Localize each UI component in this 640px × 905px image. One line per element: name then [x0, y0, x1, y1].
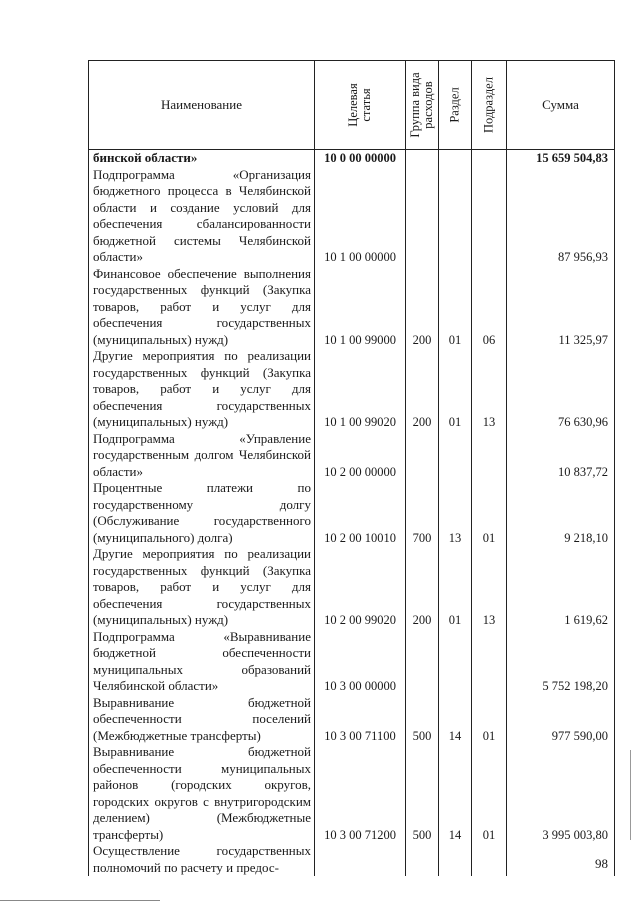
- row-group: 200: [406, 348, 439, 431]
- row-target: [315, 843, 406, 876]
- table-row: [89, 266, 615, 349]
- row-group: [406, 843, 439, 876]
- header-sum: Сумма: [507, 61, 615, 150]
- row-target: 10 2 00 00000: [315, 431, 406, 481]
- page-number: 98: [595, 856, 608, 871]
- row-name: Подпрограмма «Управление государственным долгом Челябинской области»: [89, 431, 315, 481]
- row-section: [439, 629, 472, 695]
- row-section: [439, 843, 472, 876]
- row-target: 10 3 00 71200: [315, 744, 406, 843]
- row-subsection: 13: [472, 348, 507, 431]
- row-subsection: [472, 629, 507, 695]
- row-name: Подпрограмма «Организация бюджетного процесса в Челябинской области и создание условий для обеспечения сбалансированности бюджетной системы Челябинской области»: [89, 167, 315, 266]
- row-subsection: 13: [472, 546, 507, 629]
- row-section: 01: [439, 266, 472, 349]
- row-group: [406, 150, 439, 167]
- row-sum: 15 659 504,83: [507, 150, 615, 167]
- row-name: Процентные платежи по государственному долгу (Обслуживание государственного (муниципального) долга): [89, 480, 315, 546]
- row-section: [439, 167, 472, 266]
- row-sum: 977 590,00: [507, 695, 615, 745]
- row-name: Осуществление государственных полномочий по расчету и предос-: [89, 843, 315, 876]
- row-subsection: 06: [472, 266, 507, 349]
- row-target: 10 1 00 99020: [315, 348, 406, 431]
- row-target: 10 2 00 10010: [315, 480, 406, 546]
- table-row: [89, 695, 615, 745]
- row-target: 10 3 00 00000: [315, 629, 406, 695]
- row-target: 10 2 00 99020: [315, 546, 406, 629]
- header-expense-group: Группа вида расходов: [406, 61, 439, 150]
- table-row: [89, 431, 615, 481]
- row-section: 01: [439, 546, 472, 629]
- row-section: 01: [439, 348, 472, 431]
- row-sum: 87 956,93: [507, 167, 615, 266]
- header-subsection: Подраздел: [472, 61, 507, 150]
- row-group: [406, 629, 439, 695]
- row-sum: 10 837,72: [507, 431, 615, 481]
- header-target: Целевая статья: [315, 61, 406, 150]
- table-row: [89, 843, 615, 876]
- table-row: [89, 546, 615, 629]
- table-row: [89, 150, 615, 167]
- table-row: [89, 744, 615, 843]
- row-subsection: [472, 431, 507, 481]
- row-sum: 3 995 003,80: [507, 744, 615, 843]
- table-row: [89, 480, 615, 546]
- row-sum: 9 218,10: [507, 480, 615, 546]
- row-group: [406, 167, 439, 266]
- row-subsection: [472, 843, 507, 876]
- row-target: 10 1 00 00000: [315, 167, 406, 266]
- row-subsection: 01: [472, 695, 507, 745]
- scan-edge-mark: [630, 750, 631, 840]
- row-target: 10 0 00 00000: [315, 150, 406, 167]
- table-row: [89, 167, 615, 266]
- row-group: 500: [406, 695, 439, 745]
- row-subsection: [472, 150, 507, 167]
- row-name: Подпрограмма «Выравнивание бюджетной обеспеченности муниципальных образований Челябинской области»: [89, 629, 315, 695]
- row-target: 10 1 00 99000: [315, 266, 406, 349]
- row-section: [439, 431, 472, 481]
- row-name: Другие мероприятия по реализации государственных функций (Закупка товаров, работ и услуг для обеспечения государственных (муниципальных) нужд): [89, 348, 315, 431]
- budget-table-container: [88, 60, 614, 876]
- row-name: Финансовое обеспечение выполнения государственных функций (Закупка товаров, работ и услуг для обеспечения государственных (муниципальных) нужд): [89, 266, 315, 349]
- row-group: 200: [406, 546, 439, 629]
- row-section: 14: [439, 695, 472, 745]
- row-sum: 1 619,62: [507, 546, 615, 629]
- row-name: Выравнивание бюджетной обеспеченности муниципальных районов (городских округов, городских округов с внутригородским делением) (Межбюджетные трансферты): [89, 744, 315, 843]
- row-name: бинской области»: [89, 150, 315, 167]
- row-subsection: 01: [472, 480, 507, 546]
- row-group: 500: [406, 744, 439, 843]
- row-section: 13: [439, 480, 472, 546]
- row-group: 700: [406, 480, 439, 546]
- row-sum: 5 752 198,20: [507, 629, 615, 695]
- budget-table: [88, 60, 615, 876]
- row-group: [406, 431, 439, 481]
- row-name: Выравнивание бюджетной обеспеченности поселений (Межбюджетные трансферты): [89, 695, 315, 745]
- row-target: 10 3 00 71100: [315, 695, 406, 745]
- row-subsection: 01: [472, 744, 507, 843]
- footer-divider: [0, 900, 160, 901]
- row-section: 14: [439, 744, 472, 843]
- row-section: [439, 150, 472, 167]
- header-name: Наименование: [89, 61, 315, 150]
- row-sum: 11 325,97: [507, 266, 615, 349]
- row-group: 200: [406, 266, 439, 349]
- row-name: Другие мероприятия по реализации государственных функций (Закупка товаров, работ и услуг для обеспечения государственных (муниципальных) нужд): [89, 546, 315, 629]
- row-sum: 76 630,96: [507, 348, 615, 431]
- row-subsection: [472, 167, 507, 266]
- table-row: [89, 348, 615, 431]
- table-row: [89, 629, 615, 695]
- table-header-row: [89, 61, 615, 150]
- header-section: Раздел: [439, 61, 472, 150]
